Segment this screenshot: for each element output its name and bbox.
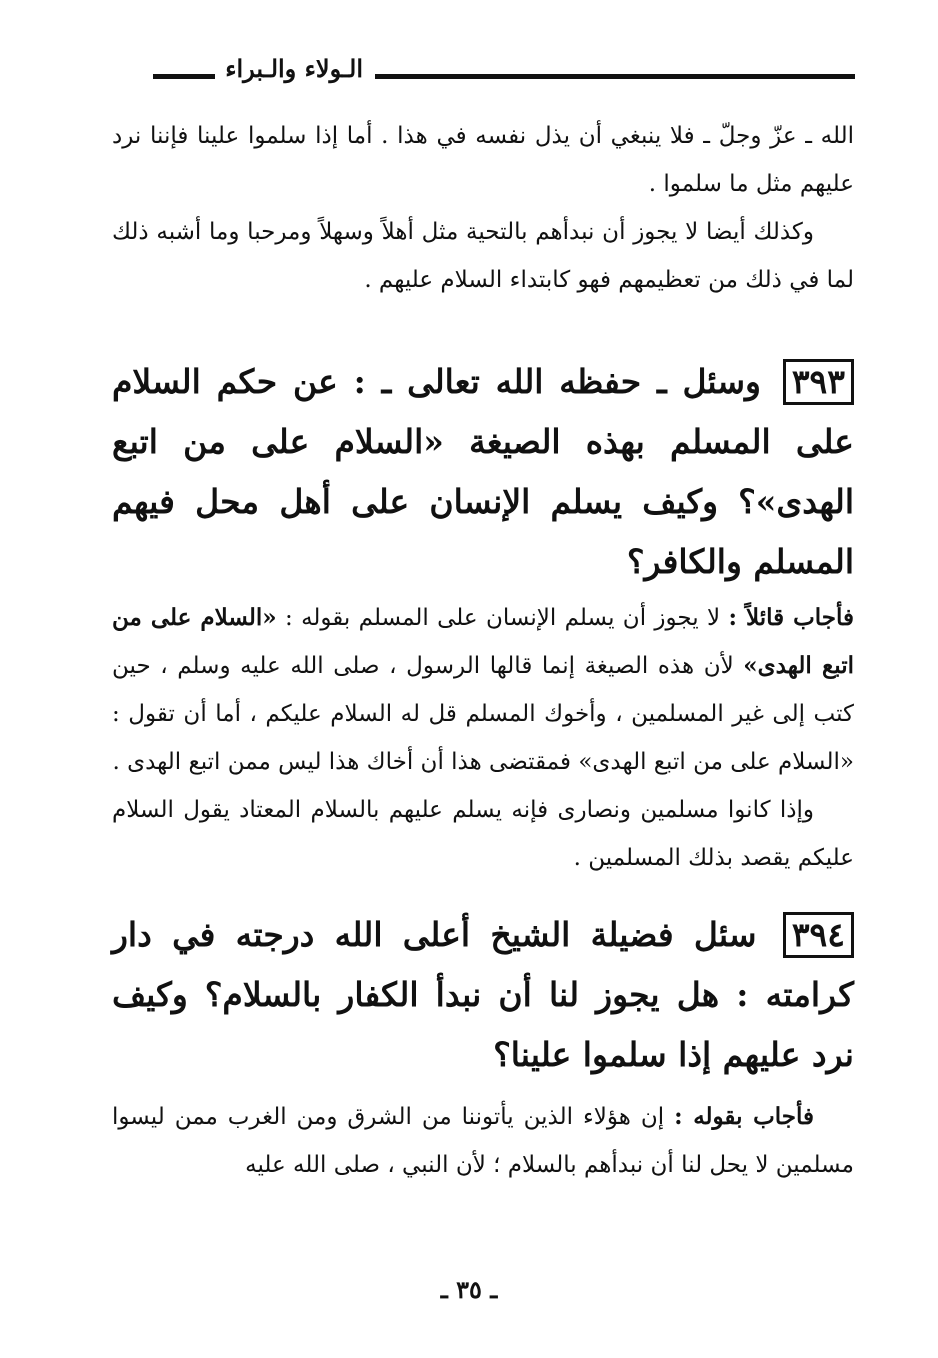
answer-394-lead: فأجاب بقوله : xyxy=(674,1103,814,1130)
answer-393-body-2: لأن هذه الصيغة إنما قالها الرسول ، صلى الله عليه وسلم ، حين كتب إلى غير المسلمين ، وأخوك المسلم قل له السلام عليكم ، أما أن تقول : «السلام على من اتبع الهدى» فمقتضى هذا أن أخاك هذا ليس ممن اتبع الهدى . xyxy=(112,653,854,775)
question-393-text: وسئل ـ حفظه الله تعالى ـ : عن حكم السلام على المسلم بهذه الصيغة «السلام على من اتبع الهدى»؟ وكيف يسلم الإنسان على أهل محل فيهم المسلم والكافر؟ xyxy=(112,362,854,581)
page-number: ـ ٣٥ ـ xyxy=(440,1275,498,1304)
question-393-block xyxy=(112,352,854,882)
answer-393-lead: فأجاب قائلاً : xyxy=(728,604,855,631)
running-header xyxy=(110,52,855,92)
answer-393-paragraph-2: وإذا كانوا مسلمين ونصارى فإنه يسلم عليهم بالسلام المعتاد يقول السلام عليكم يقصد بذلك المسلمين . xyxy=(112,797,854,871)
header-rule-long xyxy=(375,74,855,79)
question-394-block xyxy=(112,905,854,1189)
question-number-box: ٣٩٤ xyxy=(783,912,854,958)
answer-394-paragraph xyxy=(112,1093,854,1189)
answer-394-body: إن هؤلاء الذين يأتوننا من الشرق ومن الغرب ممن ليسوا مسلمين لا يحل لنا أن نبدأهم بالسلام ؛ لأن النبي ، صلى الله عليه xyxy=(112,1104,854,1178)
answer-393-body-1: لا يجوز أن يسلم الإنسان على المسلم بقوله : xyxy=(276,605,729,631)
answer-393-quote: «السلام على من اتبع الهدى» xyxy=(112,604,854,679)
paragraph-continuation: الله ـ عزّ وجلّ ـ فلا ينبغي أن يذل نفسه في هذا . أما إذا سلموا علينا فإننا نرد عليهم مثل ما سلموا . xyxy=(112,123,854,197)
question-number-box: ٣٩٣ xyxy=(783,359,854,405)
question-393-heading xyxy=(112,352,854,592)
header-rule-short xyxy=(153,74,215,79)
paragraph-greetings: وكذلك أيضا لا يجوز أن نبدأهم بالتحية مثل أهلاً وسهلاً ومرحبا وما أشبه ذلك لما في ذلك من تعظيمهم فهو كابتداء السلام عليهم . xyxy=(112,219,854,293)
answer-393-paragraph xyxy=(112,594,854,786)
top-text-block xyxy=(112,112,854,304)
header-title: الـولاء والـبراء xyxy=(225,54,363,83)
question-394-heading xyxy=(112,905,854,1085)
question-394-text: سئل فضيلة الشيخ أعلى الله درجته في دار كرامته : هل يجوز لنا أن نبدأ الكفار بالسلام؟ وكيف نرد عليهم إذا سلموا علينا؟ xyxy=(112,915,854,1074)
